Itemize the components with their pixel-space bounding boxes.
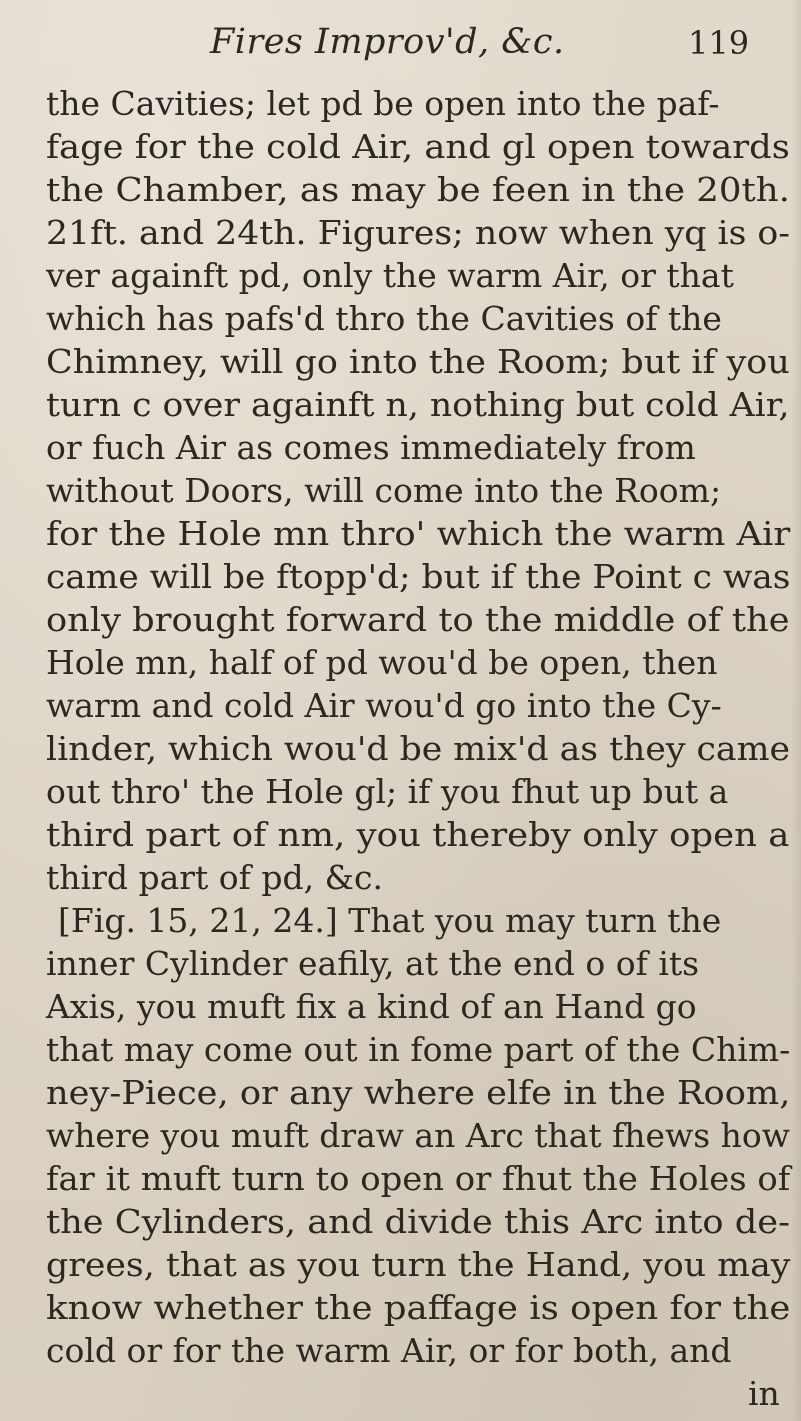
text-line-29: know whether the paffage is open for the <box>46 1288 791 1327</box>
catchword: in <box>748 1374 780 1413</box>
text-line-26: far it muft turn to open or fhut the Holes of <box>46 1159 791 1198</box>
text-line-7: Chimney, will go into the Room; but if you <box>46 342 790 381</box>
text-line-20: [Fig. 15, 21, 24.] That you may turn the <box>58 901 722 940</box>
text-line-4: 21ft. and 24th. Figures; now when yq is o- <box>46 213 791 252</box>
text-line-21: inner Cylinder eafily, at the end o of its <box>46 944 700 983</box>
text-line-25: where you muft draw an Arc that fhews how <box>46 1116 790 1155</box>
running-head: Fires Improv'd, &c. <box>210 22 565 62</box>
text-line-22: Axis, you muft fix a kind of an Hand go <box>46 987 697 1026</box>
text-line-2: fage for the cold Air, and gl open towards <box>46 127 790 166</box>
text-line-14: Hole mn, half of pd wou'd be open, then <box>46 643 718 682</box>
text-line-30: cold or for the warm Air, or for both, and <box>46 1331 732 1370</box>
text-line-13: only brought forward to the middle of the <box>46 600 790 639</box>
text-line-15: warm and cold Air wou'd go into the Cy- <box>46 686 722 725</box>
text-line-24: ney-Piece, or any where elfe in the Room, <box>46 1073 791 1112</box>
text-line-16: linder, which wou'd be mix'd as they came <box>46 729 790 768</box>
text-line-28: grees, that as you turn the Hand, you may <box>46 1245 791 1284</box>
text-line-11: for the Hole mn thro' which the warm Air <box>46 514 791 553</box>
page-number: 119 <box>688 24 750 62</box>
text-line-17: out thro' the Hole gl; if you fhut up but a <box>46 772 729 811</box>
page-edge-shadow <box>791 0 801 1421</box>
text-line-19: third part of pd, &c. <box>46 858 383 897</box>
text-line-12: came will be ftopp'd; but if the Point c was <box>46 557 791 596</box>
text-line-8: turn c over againft n, nothing but cold Air, <box>46 385 790 424</box>
page-header <box>0 22 801 74</box>
text-line-9: or fuch Air as comes immediately from <box>46 428 696 467</box>
text-line-3: the Chamber, as may be feen in the 20th. <box>46 170 790 209</box>
text-line-18: third part of nm, you thereby only open a <box>46 815 790 854</box>
text-line-27: the Cylinders, and divide this Arc into de- <box>46 1202 790 1241</box>
text-line-5: ver againft pd, only the warm Air, or that <box>46 256 734 295</box>
text-line-23: that may come out in fome part of the Chim- <box>46 1030 791 1069</box>
text-line-6: which has pafs'd thro the Cavities of the <box>46 299 722 338</box>
text-line-1: the Cavities; let pd be open into the paf- <box>46 84 720 123</box>
text-line-10: without Doors, will come into the Room; <box>46 471 722 510</box>
